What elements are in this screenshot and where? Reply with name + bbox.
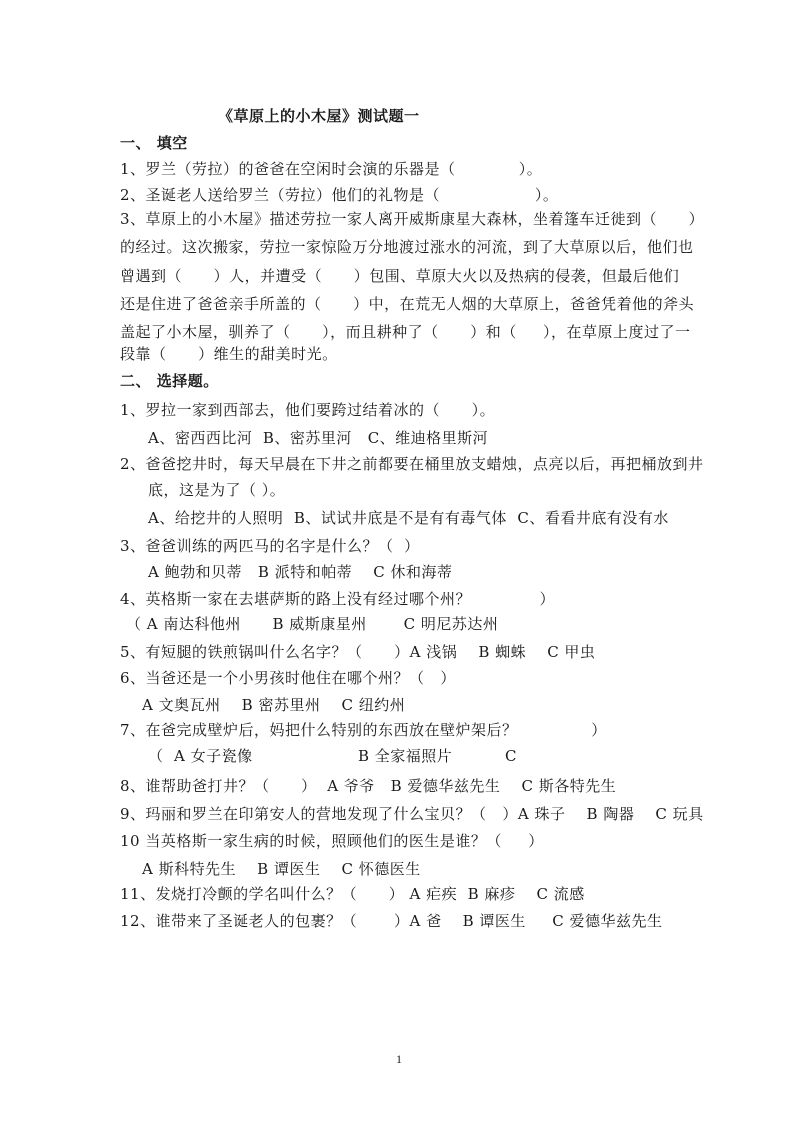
- choice-question-1-options: A、密西西比河 B、密苏里河 C、维迪格里斯河: [148, 429, 489, 447]
- choice-question-4-options: （ A 南达科他州 B 威斯康星州 C 明尼苏达州: [126, 615, 499, 633]
- choice-question-1: 1、罗拉一家到西部去，他们要跨过结着冰的（ ）。: [120, 401, 496, 419]
- choice-question-12: 12、谁带来了圣诞老人的包裹？（ ）A 爸 B 谭医生 C 爱德华兹先生: [120, 912, 663, 930]
- fill-question-3-line-6: 段靠（ ）维生的甜美时光。: [120, 345, 338, 363]
- fill-question-3-line-5: 盖起了小木屋，驯养了（ ），而且耕种了（ ）和（ ），在草原上度过了一: [120, 323, 691, 341]
- choice-question-2-options: A、给挖井的人照明 B、试试井底是不是有有毒气体 C、看看井底有没有水: [148, 509, 669, 527]
- fill-question-3-line-4: 还是住进了爸爸亲手所盖的（ ）中，在荒无人烟的大草原上，爸爸凭着他的斧头: [120, 295, 695, 313]
- choice-question-11: 11、发烧打冷颤的学名叫什么？（ ） A 疟疾 B 麻疹 C 流感: [120, 885, 585, 903]
- document-title: 《草原上的小木屋》测试题一: [218, 107, 420, 125]
- fill-question-3-line-2: 的经过。这次搬家，劳拉一家惊险万分地渡过涨水的河流，到了大草原以后，他们也: [120, 238, 694, 256]
- choice-question-3-options: A 鲍勃和贝蒂 B 派特和帕蒂 C 休和海蒂: [148, 563, 453, 581]
- choice-question-10-options: A 斯科特先生 B 谭医生 C 怀德医生: [142, 860, 421, 878]
- choice-question-7-options: （ A 女子瓷像 B 全家福照片 C: [148, 747, 517, 765]
- choice-question-6-options: A 文奥瓦州 B 密苏里州 C 纽约州: [142, 696, 406, 714]
- page-number: 1: [396, 1052, 402, 1066]
- section-heading-choice: 二、 选择题。: [120, 372, 219, 390]
- choice-question-5: 5、有短腿的铁煎锅叫什么名字？（ ）A 浅锅 B 蜘蛛 C 甲虫: [120, 643, 596, 661]
- choice-question-7: 7、在爸完成壁炉后，妈把什么特别的东西放在壁炉架后？ ）: [120, 721, 607, 739]
- fill-question-1: 1、罗兰（劳拉）的爸爸在空闲时会演的乐器是（ ）。: [120, 160, 543, 178]
- choice-question-6: 6、当爸还是一个小男孩时他住在哪个州？（ ）: [120, 669, 456, 687]
- choice-question-8: 8、谁帮助爸打井？（ ） A 爷爷 B 爱德华兹先生 C 斯各特先生: [120, 777, 617, 795]
- section-heading-fill-blank: 一、 填空: [120, 134, 188, 152]
- choice-question-2: 2、爸爸挖井时，每天早晨在下井之前都要在桶里放支蜡烛，点亮以后，再把桶放到井: [120, 455, 704, 473]
- fill-question-3-line-3: 曾遇到（ ）人，并遭受（ ）包围、草原大火以及热病的侵袭，但最后他们: [120, 267, 680, 285]
- choice-question-2-cont: 底，这是为了（ ）。: [148, 481, 286, 499]
- choice-question-4: 4、英格斯一家在去堪萨斯的路上没有经过哪个州？ ）: [120, 590, 556, 608]
- choice-question-9: 9、玛丽和罗兰在印第安人的营地发现了什么宝贝？（ ）A 珠子 B 陶器 C 玩具: [120, 805, 704, 823]
- fill-question-3-line-1: 3、草原上的小木屋》描述劳拉一家人离开威斯康星大森林，坐着篷车迁徙到（ ）: [120, 210, 705, 228]
- choice-question-3: 3、爸爸训练的两匹马的名字是什么？（ ）: [120, 537, 420, 555]
- fill-question-2: 2、圣诞老人送给罗兰（劳拉）他们的礼物是（ ）。: [120, 186, 559, 204]
- choice-question-10: 10 当英格斯一家生病的时候，照顾他们的医生是谁？（ ）: [120, 832, 544, 850]
